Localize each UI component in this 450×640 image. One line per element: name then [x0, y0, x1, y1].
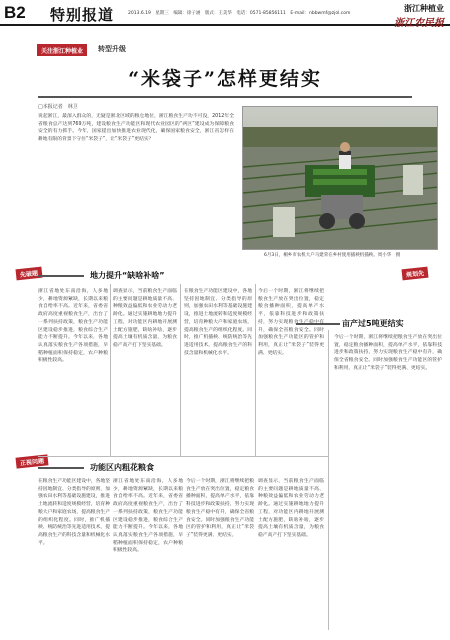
article-headline: “米袋子”怎样更结实: [128, 68, 322, 90]
subhead2-rule: [38, 467, 84, 469]
body-col-7: 今后一个时期，浙江将继续把粮食生产放在突出位置，稳定粮食播种面积，提高单产水平，依靠科技进步和政策扶持，努力实现粮食生产稳中有升，确保全省粮食安全。同时加强粮食生产功能区的管护和利用，真正让“米袋子”装得更满、更结实。: [186, 479, 254, 538]
body-col-8: 调查显示，当前粮食生产面临的主要问题是耕地质量不高、种粮效益偏低和农业劳动力老龄化。通过实施耕地地力提升工程，对功能区内耕地开展测土配方施肥，缺啥补啥，逐步提高土壤有机质含量，为粮食稳产高产打下坚实基础。: [258, 479, 324, 538]
tag-issue: 正视问题: [16, 454, 49, 468]
header-meta: 2013.6.19 星期三 编辑：徐子涵 版式：王美华 电话：0571-85856111 E-mail：nbbwmf@zjol.com: [128, 11, 351, 16]
subhead-yield: 亩产过5吨更结实: [342, 319, 404, 328]
page-number: B2: [4, 3, 26, 22]
kicker-sub: 转型升级: [98, 45, 126, 53]
headline-rule: [38, 96, 412, 98]
body-col-5: 在粮食生产功能区建设中，各地坚持因地制宜、分类指导的原则，加强农田水利等基础设施建设，推进土地流转和适度规模经营，培育种粮大户和家庭农场，提高粮食生产的组织化程度。同时，推广机插秧、统防统治等先进适用技术，提高粮食生产的科技含量和机械化水平。: [38, 479, 110, 546]
body-col-6: 浙江省地处东南沿海，人多地少，耕地资源紧缺，长期以来粮食自给率不高。近年来，省委省政府高度重视粮食生产，出台了一系列扶持政策，粮食生产功能区建设稳步推进，粮食综合生产能力不断提升。今年以来，各地认真落实粮食生产各项措施，早稻种植面积保持稳定，农户种粮积极性较高。: [113, 479, 183, 554]
column-rule: [328, 330, 329, 630]
body-col-1: 浙江省地处东南沿海，人多地少，耕地资源紧缺，长期以来粮食自给率不高。近年来，省委省政府高度重视粮食生产，出台了一系列扶持政策，粮食生产功能区建设稳步推进，粮食综合生产能力不断提升。今年以来，各地认真落实粮食生产各项措施，早稻种植面积保持稳定，农户种粮积极性较高。: [38, 289, 108, 364]
kicker-label: 关注浙江种植业: [37, 44, 87, 56]
body-col-right: 今后一个时期，浙江将继续把粮食生产放在突出位置，稳定粮食播种面积，提高单产水平，依靠科技进步和政策扶持，努力实现粮食生产稳中有升，确保全省粮食安全。同时加强粮食生产功能区的管护和利用，真正让“米袋子”装得更满、更结实。: [334, 335, 442, 371]
page-header: [0, 0, 450, 29]
region-label: 浙江种植业: [404, 4, 444, 13]
tag-plan: 规划先: [401, 267, 428, 281]
rice-planting-photo: [242, 106, 438, 250]
tag-first: 先破题: [15, 267, 42, 281]
subhead-zone: 功能区内粗花粮食: [90, 463, 154, 472]
photo-caption: 6月3日，桐乡市农机大户马建荣在乡村使用插秧机插秧。周小华 摄: [264, 253, 401, 258]
paper-logo: 浙江农民报: [394, 18, 444, 29]
column-rule: [110, 284, 111, 456]
body-col-3: 在粮食生产功能区建设中，各地坚持因地制宜、分类指导的原则，加强农田水利等基础设施建设，推进土地流转和适度规模经营，培育种粮大户和家庭农场，提高粮食生产的组织化程度。同时，推广机插秧、统防统治等先进适用技术，提高粮食生产的科技含量和机械化水平。: [184, 289, 252, 356]
subhead1-rule: [38, 275, 84, 277]
intro-text: 说起浙江，最深入群众的，无疑是浙北区域的粮仓地位，浙江粮食生产功不可没，2012年全省粮食总产达到769万吨，建设粮食生产功能区和现代农业园区的“两区”建设成为保障粮食安全的有力抓手。今年，国家提出加快推进农业现代化，确保国家粮食安全，浙江省怎样在耕地有限的背景下守住“米袋子”，让“米袋子”更结实？: [38, 114, 234, 143]
subhead-soil: 地力提升“缺啥补啥”: [90, 271, 165, 280]
body-col-4: 今后一个时期，浙江将继续把粮食生产放在突出位置，稳定粮食播种面积，提高单产水平，依靠科技进步和政策扶持，努力实现粮食生产稳中有升，确保全省粮食安全。同时加强粮食生产功能区的管护和利用，真正让“米袋子”装得更满、更结实。: [258, 289, 324, 356]
byline: □本报记者 林卫: [38, 104, 78, 110]
header-right: [394, 3, 444, 29]
body-col-2: 调查显示，当前粮食生产面临的主要问题是耕地质量不高、种粮效益偏低和农业劳动力老龄化。通过实施耕地地力提升工程，对功能区内耕地开展测土配方施肥，缺啥补啥，逐步提高土壤有机质含量，为粮食稳产高产打下坚实基础。: [113, 289, 177, 348]
column-rule: [255, 284, 256, 456]
section-title: 特别报道: [50, 6, 115, 24]
column-rule: [180, 284, 181, 456]
section-divider: [38, 456, 328, 457]
photo-image: [243, 107, 438, 250]
